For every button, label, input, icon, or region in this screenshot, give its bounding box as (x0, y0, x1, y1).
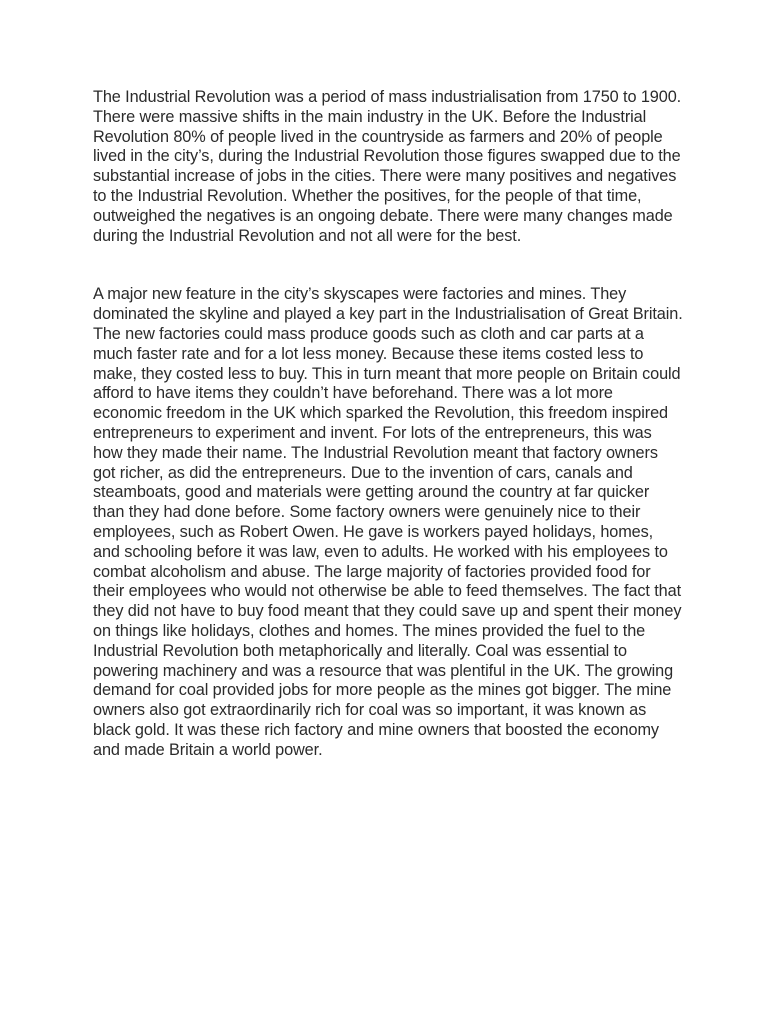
paragraph-factories-and-mines: A major new feature in the city’s skyscapes were factories and mines. They dominated the skyline and played a key part in the Industrialisation of Great Britain. The new factories could mass produce goods such as cloth and car parts at a much faster rate and for a lot less money. Because these items costed less to make, they costed less to buy. This in turn meant that more people on Britain could afford to have items they couldn’t have beforehand. There was a lot more economic freedom in the UK which sparked the Revolution, this freedom inspired entrepreneurs to experiment and invent. For lots of the entrepreneurs, this was how they made their name. The Industrial Revolution meant that factory owners got richer, as did the entrepreneurs. Due to the invention of cars, canals and steamboats, good and materials were getting around the country at far quicker than they had done before. Some factory owners were genuinely nice to their employees, such as Robert Owen. He gave is workers payed holidays, homes, and schooling before it was law, even to adults. He worked with his employees to combat alcoholism and abuse. The large majority of factories provided food for their employees who would not otherwise be able to feed themselves. The fact that they did not have to buy food meant that they could save up and spent their money on things like holidays, clothes and homes. The mines provided the fuel to the Industrial Revolution both metaphorically and literally. Coal was essential to powering machinery and was a resource that was plentiful in the UK. The growing demand for coal provided jobs for more people as the mines got bigger. The mine owners also got extraordinarily rich for coal was so important, it was known as black gold. It was these rich factory and mine owners that boosted the economy and made Britain a world power. (93, 285, 683, 759)
paragraph-introduction: The Industrial Revolution was a period of mass industrialisation from 1750 to 1900. There were massive shifts in the main industry in the UK. Before the Industrial Revolution 80% of people lived in the countryside as farmers and 20% of people lived in the city’s, during the Industrial Revolution those figures swapped due to the substantial increase of jobs in the cities. There were many positives and negatives to the Industrial Revolution. Whether the positives, for the people of that time, outweighed the negatives is an ongoing debate. There were many changes made during the Industrial Revolution and not all were for the best. (93, 88, 682, 245)
document-body (93, 88, 683, 761)
